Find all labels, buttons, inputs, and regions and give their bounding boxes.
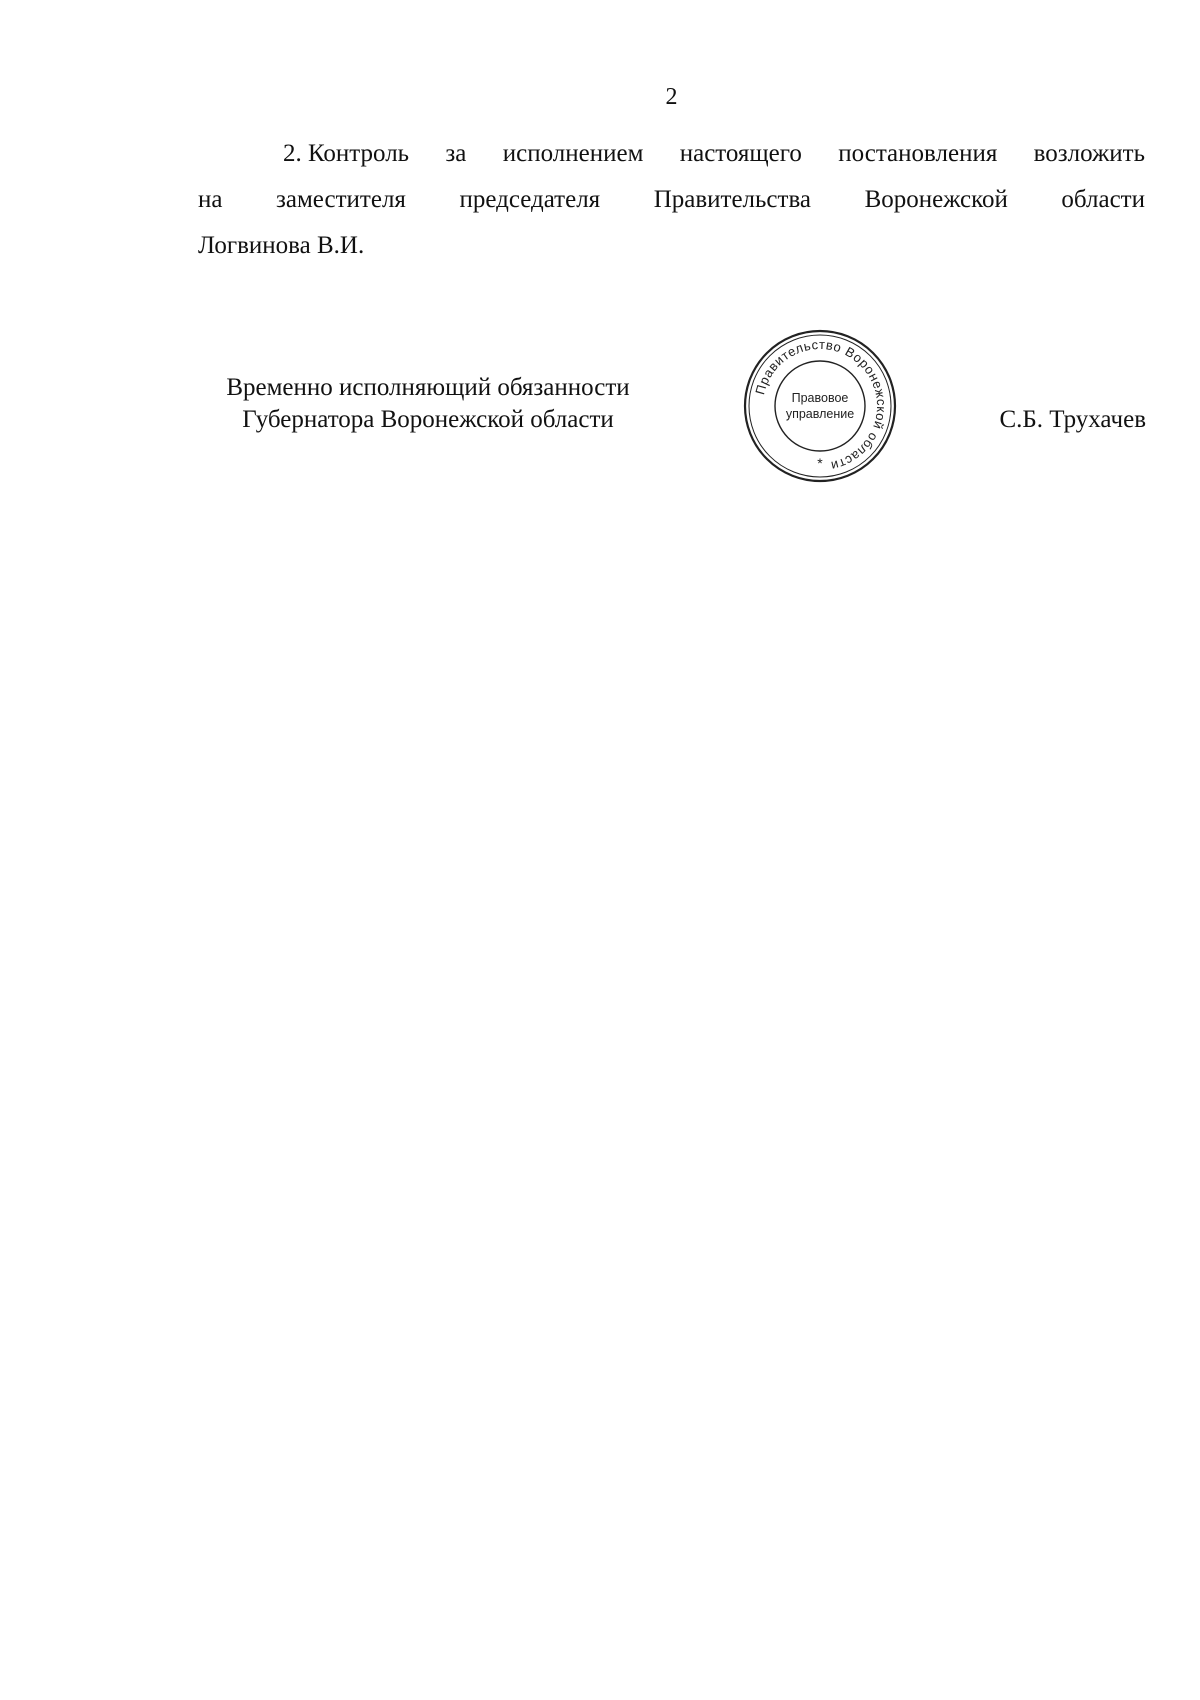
- word: заместителя: [276, 186, 406, 213]
- word: настоящего: [679, 140, 802, 167]
- seal-star: *: [817, 455, 823, 471]
- signatory-title: [198, 372, 658, 436]
- word: председателя: [459, 186, 601, 213]
- paragraph-line-2: [198, 177, 1145, 223]
- paragraph-line-1: [198, 131, 1145, 177]
- word: Воронежской: [864, 186, 1008, 213]
- word: за: [445, 140, 467, 167]
- signatory-title-line-1: Временно исполняющий обязанности: [226, 374, 630, 401]
- word: Правительства: [653, 186, 812, 213]
- word: возложить: [1033, 140, 1145, 167]
- word: на: [198, 186, 223, 213]
- seal-center-line-2: управление: [785, 407, 855, 421]
- page-number: 2: [665, 84, 678, 110]
- seal-inner-ring: [775, 361, 865, 451]
- seal-ring-text: Правительство Воронежской области: [752, 336, 890, 474]
- signatory-title-line-2: Губернатора Воронежской области: [242, 406, 614, 433]
- signatory-name: С.Б. Трухачев: [999, 406, 1146, 433]
- word: области: [1061, 186, 1145, 213]
- word: постановления: [838, 140, 998, 167]
- official-seal-stamp: [740, 326, 900, 486]
- word: исполнением: [502, 140, 644, 167]
- word: 2. Контроль: [283, 140, 410, 167]
- seal-center-line-1: Правовое: [791, 391, 849, 405]
- paragraph-2: [198, 131, 1145, 269]
- seal-graphic: [740, 326, 900, 486]
- paragraph-line-3: Логвинова В.И.: [198, 232, 365, 259]
